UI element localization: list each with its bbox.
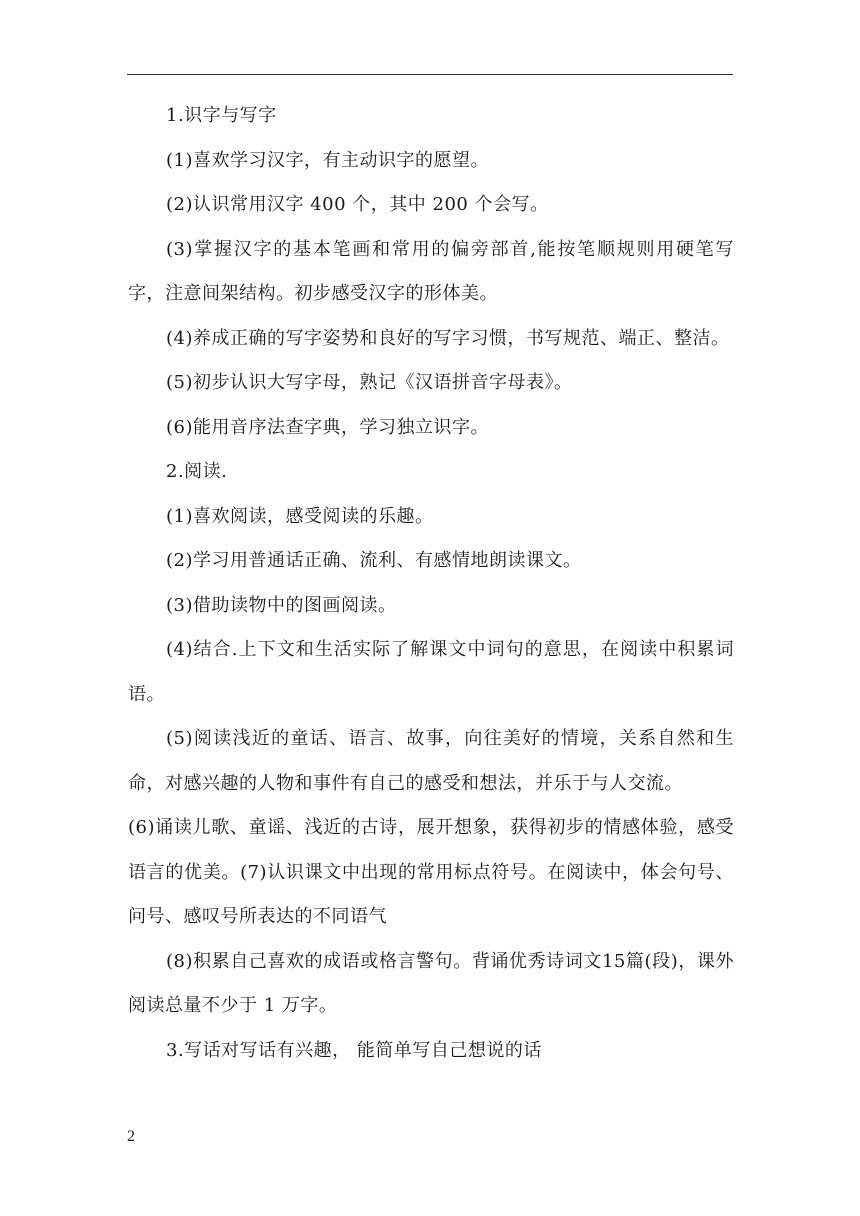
paragraph: (6)能用音序法查字典，学习独立识字。 (166, 416, 489, 438)
paragraph: (6)诵读儿歌、童谣、浅近的古诗，展开想象，获得初步的情感体验，感受语言的优美。(7)认识课文中出现的常用标点符号。在阅读中，体会句号、问号、感叹号所表达的不同语气 (128, 817, 734, 927)
paragraph: 1.识字与写字 (166, 105, 277, 126)
paragraph: (2)学习用普通话正确、流利、有感情地朗读课文。 (166, 550, 582, 571)
paragraph: (8)积累自己喜欢的成语或格言警句。背诵优秀诗词文15篇(段)，课外阅读总量不少于 1 万字。 (128, 950, 734, 1016)
page-number: 2 (127, 1128, 135, 1145)
paragraph: (3)借助读物中的图画阅读。 (166, 594, 397, 616)
paragraph: (5)初步认识大写字母，熟记《汉语拼音字母表》。 (166, 372, 573, 393)
paragraph: (1)喜欢学习汉字，有主动识字的愿望。 (166, 149, 489, 171)
paragraph: (4)养成正确的写字姿势和良好的写字习惯，书写规范、端正、整洁。 (166, 327, 730, 349)
paragraph: (2)认识常用汉字 400 个，其中 200 个会写。 (166, 194, 549, 215)
paragraph: 2.阅读. (166, 461, 228, 482)
document-body (128, 94, 734, 1073)
paragraph: (5)阅读浅近的童话、语言、故事，向往美好的情境，关系自然和生命，对感兴趣的人物和事件有自己的感受和想法，并乐于与人交流。 (128, 728, 734, 794)
header-rule (127, 74, 733, 75)
paragraph: (4)结合.上下文和生活实际了解课文中词句的意思，在阅读中积累词语。 (128, 639, 734, 705)
paragraph: (1)喜欢阅读，感受阅读的乐趣。 (166, 505, 434, 527)
paragraph: (3)掌握汉字的基本笔画和常用的偏旁部首,能按笔顺规则用硬笔写字，注意间架结构。初步感受汉字的形体美。 (128, 238, 734, 304)
paragraph: 3.写话对写话有兴趣， 能简单写自己想说的话 (166, 1039, 542, 1061)
